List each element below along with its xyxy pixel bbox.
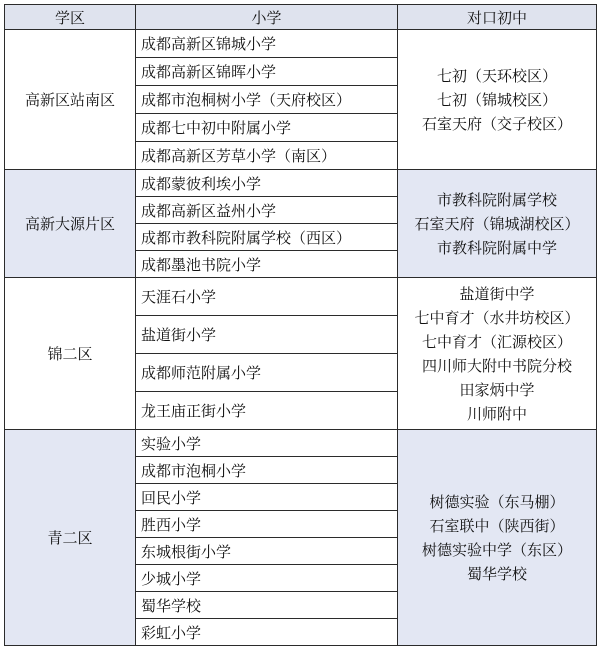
school-cell: 成都市泡桐小学	[136, 457, 398, 484]
school-cell: 回民小学	[136, 484, 398, 511]
school-cell: 少城小学	[136, 565, 398, 592]
header-middle: 对口初中	[398, 5, 597, 30]
district-group	[5, 30, 597, 170]
school-cell: 成都高新区锦城小学	[136, 30, 398, 58]
table-row	[5, 278, 597, 316]
header-school: 小学	[136, 5, 398, 30]
district-group	[5, 430, 597, 646]
school-cell: 成都师范附属小学	[136, 354, 398, 392]
district-cell: 青二区	[5, 430, 136, 646]
middle-school-name: 盐道街中学	[459, 284, 535, 303]
middle-school-cell	[398, 170, 597, 278]
district-group	[5, 278, 597, 430]
middle-school-cell	[398, 430, 597, 646]
middle-school-name: 树德实验中学（东区）	[421, 540, 572, 559]
middle-school-name: 七中育才（水井坊校区）	[414, 308, 580, 327]
school-cell: 成都市泡桐树小学（天府校区）	[136, 86, 398, 114]
district-cell: 锦二区	[5, 278, 136, 430]
middle-school-name: 石室联中（陕西街）	[429, 516, 565, 535]
school-cell: 东城根街小学	[136, 538, 398, 565]
district-cell: 高新大源片区	[5, 170, 136, 278]
school-cell: 成都蒙彼利埃小学	[136, 170, 398, 197]
middle-school-name: 蜀华学校	[466, 564, 527, 583]
district-cell: 高新区站南区	[5, 30, 136, 170]
school-cell: 蜀华学校	[136, 592, 398, 619]
school-cell: 成都高新区益州小学	[136, 197, 398, 224]
middle-school-name: 石室天府（交子校区）	[421, 114, 572, 133]
table-row	[5, 430, 597, 457]
middle-school-name: 市教科院附属学校	[436, 190, 557, 209]
table-row	[5, 30, 597, 58]
middle-school-name: 七初（天环校区）	[436, 66, 557, 85]
middle-school-name: 树德实验（东马棚）	[429, 492, 565, 511]
middle-school-name: 石室天府（锦城湖校区）	[414, 214, 580, 233]
header-district: 学区	[5, 5, 136, 30]
middle-school-name: 田家炳中学	[459, 380, 535, 399]
middle-school-name: 川师附中	[466, 404, 527, 423]
table-row	[5, 170, 597, 197]
school-cell: 成都高新区芳草小学（南区）	[136, 142, 398, 170]
school-cell: 龙王庙正街小学	[136, 392, 398, 430]
school-cell: 实验小学	[136, 430, 398, 457]
school-cell: 成都高新区锦晖小学	[136, 58, 398, 86]
school-cell: 天涯石小学	[136, 278, 398, 316]
school-cell: 彩虹小学	[136, 619, 398, 646]
middle-school-name: 市教科院附属中学	[436, 238, 557, 257]
middle-school-name: 七初（锦城校区）	[436, 90, 557, 109]
school-cell: 成都七中初中附属小学	[136, 114, 398, 142]
middle-school-cell	[398, 278, 597, 430]
school-cell: 盐道街小学	[136, 316, 398, 354]
school-cell: 成都市教科院附属学校（西区）	[136, 224, 398, 251]
header-row	[5, 5, 597, 30]
school-district-table	[4, 4, 597, 646]
middle-school-cell	[398, 30, 597, 170]
school-cell: 成都墨池书院小学	[136, 251, 398, 278]
school-cell: 胜西小学	[136, 511, 398, 538]
district-group	[5, 170, 597, 278]
middle-school-name: 四川师大附中书院分校	[421, 356, 572, 375]
middle-school-name: 七中育才（汇源校区）	[421, 332, 572, 351]
